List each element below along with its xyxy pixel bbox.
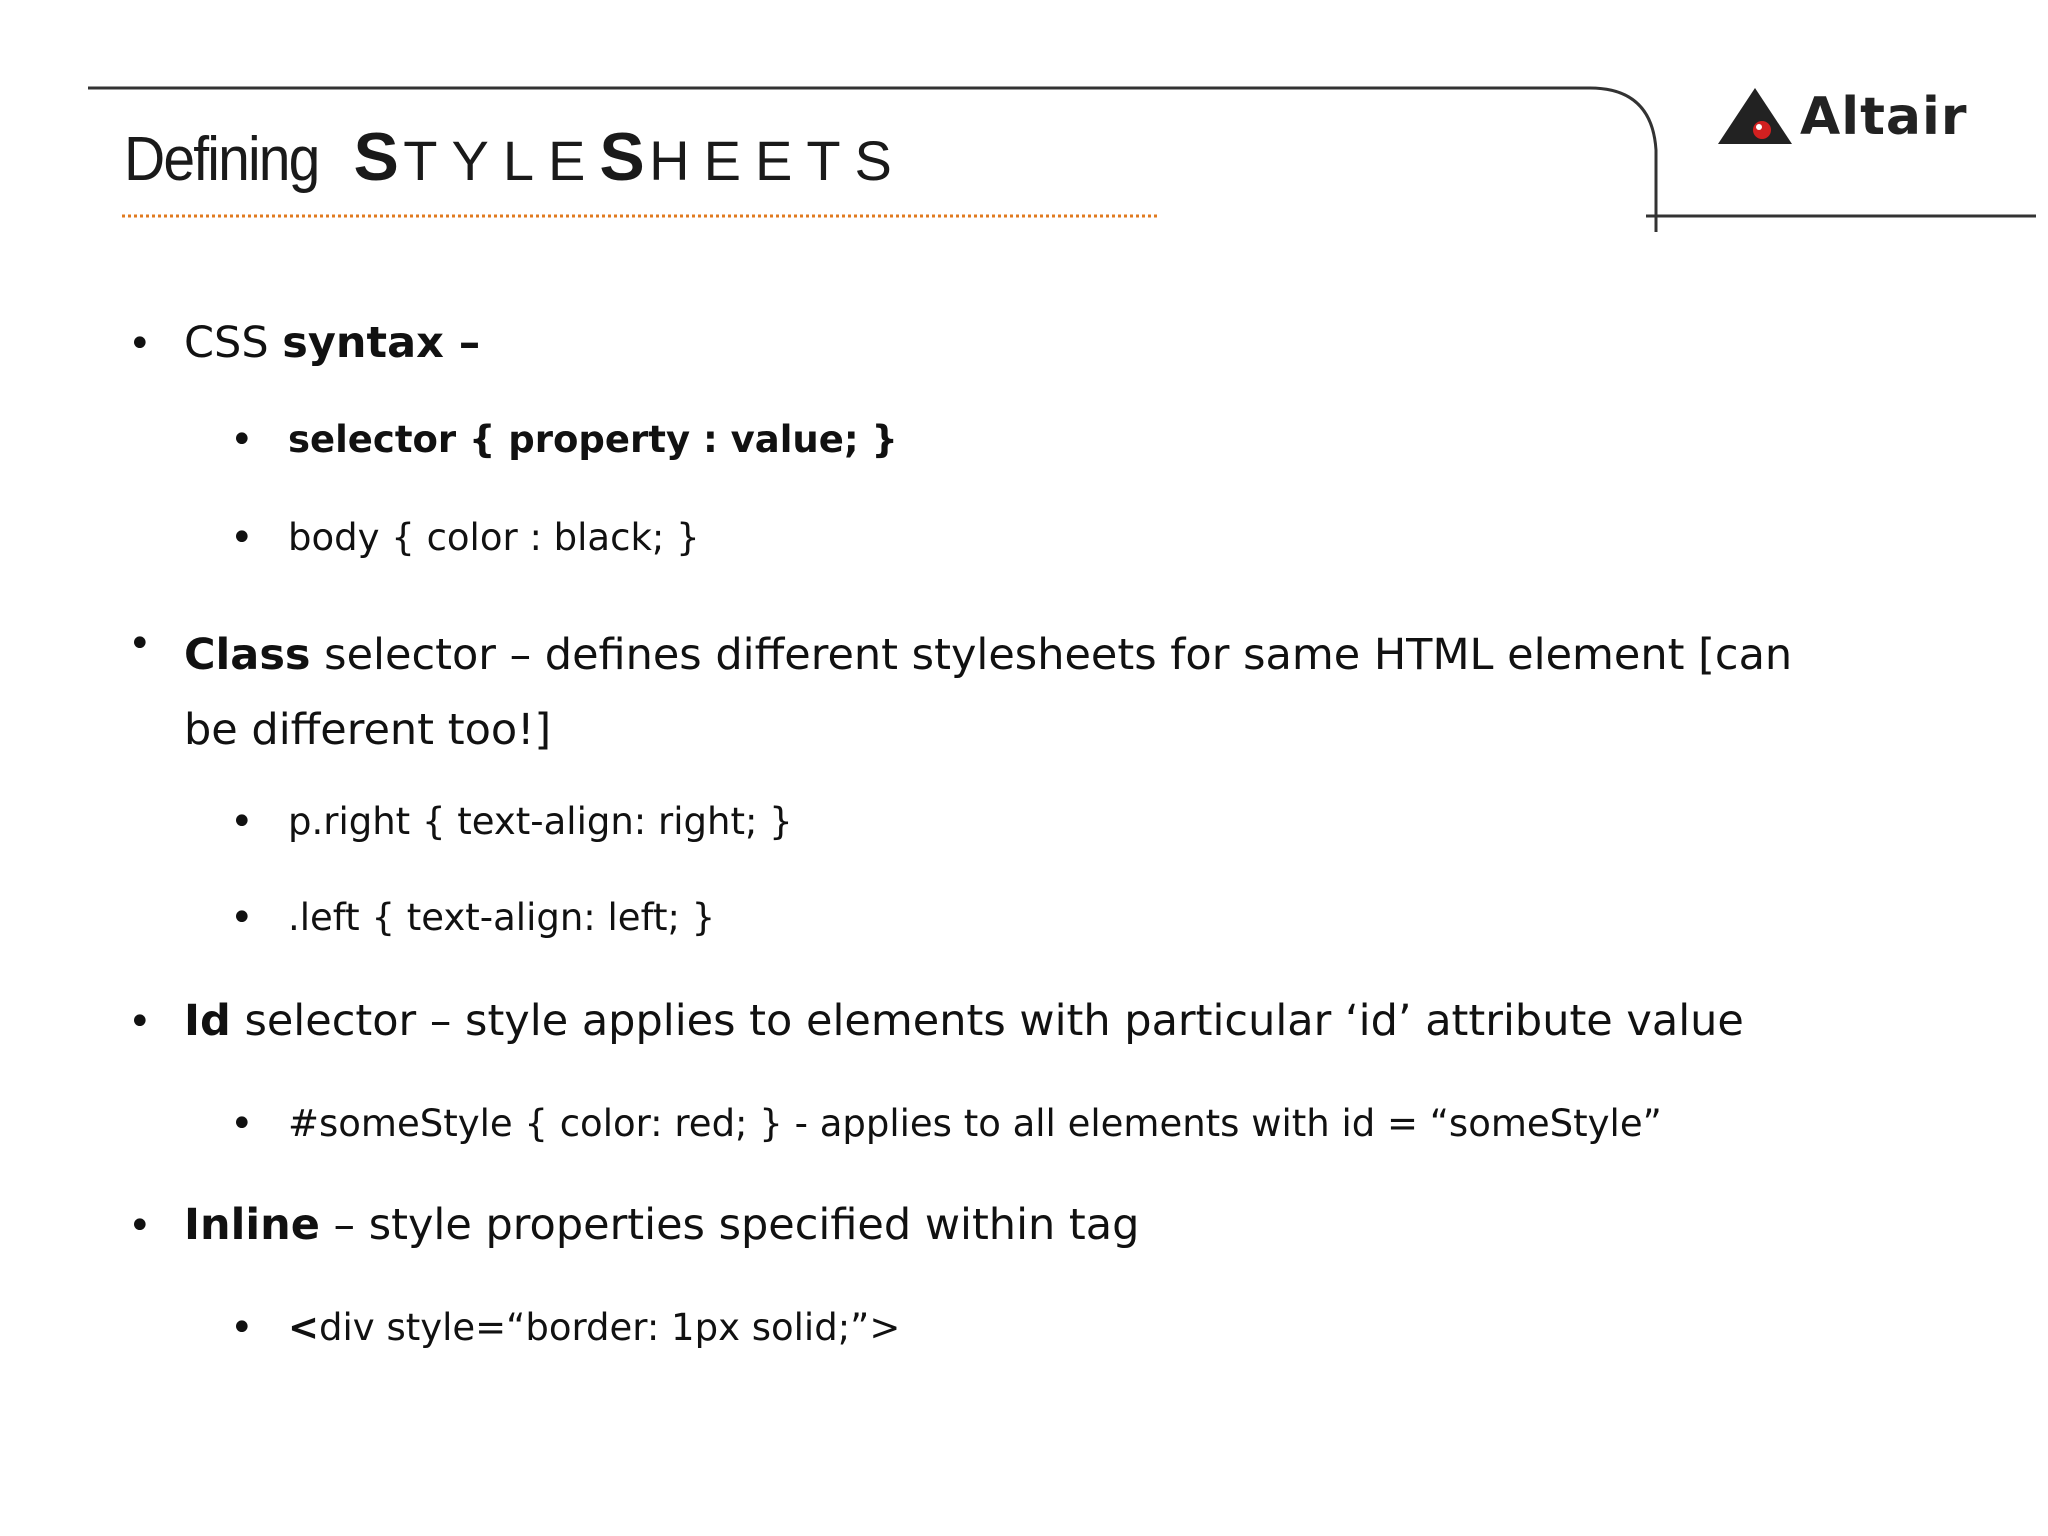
bullet-text: p.right { text-align: right; }: [288, 800, 793, 843]
bullet-text: selector { property : value; }: [288, 418, 898, 461]
bullet-dot-icon: •: [128, 1203, 152, 1249]
bullet-dot-icon: •: [230, 1101, 254, 1147]
bullet-text: body { color : black; }: [288, 516, 700, 559]
bullet-dot-icon: •: [230, 895, 254, 941]
logo-text: Altair: [1800, 87, 1968, 147]
bullet-dot-icon: •: [230, 799, 254, 845]
bullet-dot-icon: •: [128, 999, 152, 1045]
bullet-text: div style=“border: 1px solid;”>: [319, 1306, 901, 1349]
bullet-item: [128, 1200, 1140, 1250]
altair-logo: [1716, 84, 1967, 150]
title-word-tyle: TYLE: [403, 129, 600, 192]
sub-bullet-item: [230, 1101, 1662, 1147]
bullet-text: #someStyle { color: red; } - applies to all elements with id = “someStyle”: [288, 1102, 1662, 1145]
bullet-text: selector – style applies to elements with particular ‘id’ attribute value: [230, 996, 1744, 1046]
sub-bullet-item: [230, 417, 898, 463]
bullet-text: syntax –: [282, 318, 481, 368]
title-initial-s: S: [353, 119, 399, 195]
bullet-text: .left { text-align: left; }: [288, 896, 716, 939]
title-initial-s-2: S: [599, 119, 645, 195]
title-prefix: Defining: [124, 125, 319, 194]
sub-bullet-item: [230, 799, 793, 845]
bullet-item: [128, 996, 1744, 1046]
bullet-text: Class: [184, 630, 311, 680]
sub-bullet-item: [230, 515, 700, 561]
bullet-text: – style properties specified within tag: [319, 1200, 1140, 1250]
bullet-text: Id: [184, 996, 231, 1046]
altair-triangle-logo-icon: [1716, 86, 1794, 148]
bullet-text: Inline: [184, 1200, 320, 1250]
bullet-dot-icon: •: [230, 1305, 254, 1351]
bullet-text: <: [288, 1306, 320, 1349]
bullet-dot-icon: •: [230, 417, 254, 463]
sub-bullet-item: [230, 895, 716, 941]
page-title: [124, 118, 906, 196]
bullet-dot-icon: •: [128, 321, 152, 367]
bullet-dot-icon: •: [128, 621, 152, 667]
bullet-text: CSS: [184, 318, 283, 368]
bullet-item: [128, 618, 1824, 768]
sub-bullet-item: [230, 1305, 901, 1351]
bullet-item: [128, 318, 481, 368]
title-word-heets: HEETS: [649, 129, 906, 192]
bullet-dot-icon: •: [230, 515, 254, 561]
bullet-text: selector – defines different stylesheets for same HTML element [can be different too!]: [184, 630, 1793, 755]
